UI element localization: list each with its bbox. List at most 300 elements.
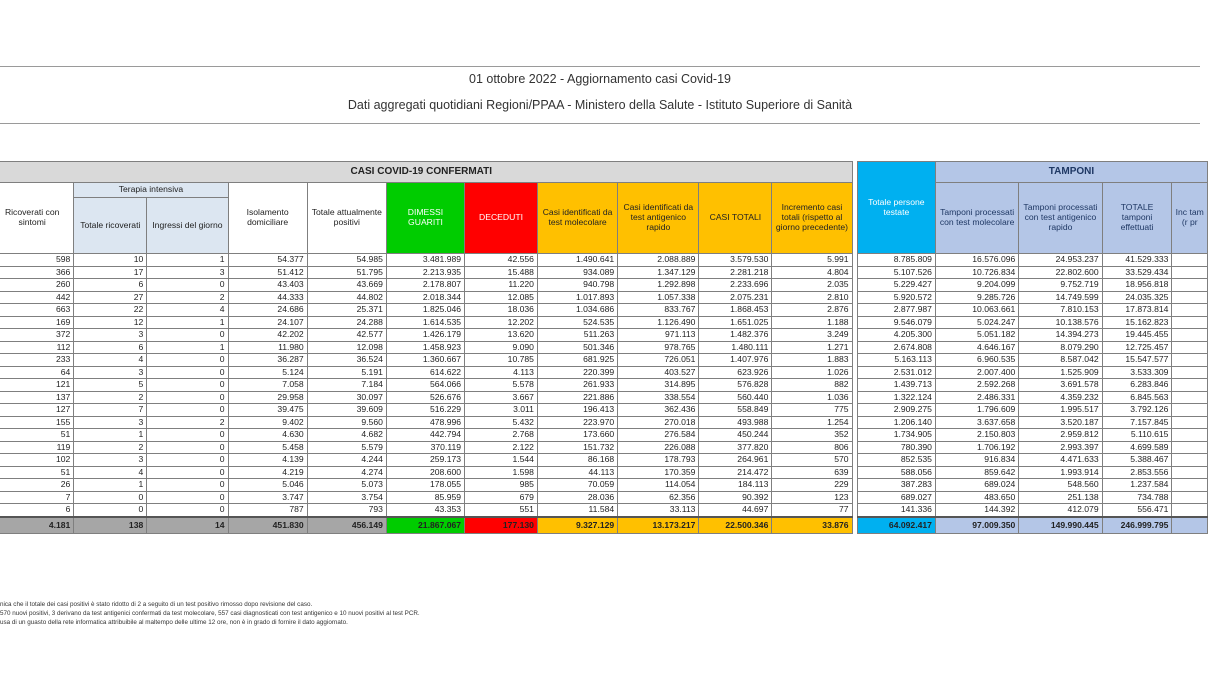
table-cell: 10.063.661	[935, 304, 1018, 317]
table-cell: 21.867.067	[386, 517, 464, 534]
table-cell: 138	[74, 517, 147, 534]
table-cell: 5.388.467	[1102, 454, 1172, 467]
banner-casi-confermati: CASI COVID-19 CONFERMATI	[0, 162, 852, 183]
table-cell: 0	[147, 441, 228, 454]
table-cell: 42.202	[228, 329, 307, 342]
table-row	[0, 341, 1208, 354]
table-cell: 36.287	[228, 354, 307, 367]
banner-tamponi: TAMPONI	[935, 162, 1207, 183]
table-cell: 223.970	[537, 416, 617, 429]
table-cell: 2.088.889	[618, 254, 699, 267]
table-cell: 4.471.633	[1019, 454, 1102, 467]
table-cell: 10.726.834	[935, 266, 1018, 279]
table-cell: 7.058	[228, 379, 307, 392]
table-cell: 0	[147, 404, 228, 417]
table-cell: 4.359.232	[1019, 391, 1102, 404]
table-cell: 2.122	[465, 441, 538, 454]
col-ti-totale: Totale ricoverati	[74, 198, 147, 254]
table-cell: 151.732	[537, 441, 617, 454]
table-row	[0, 304, 1208, 317]
table-cell: 14.749.599	[1019, 291, 1102, 304]
table-cell: 775	[772, 404, 852, 417]
table-cell: 7.157.845	[1102, 416, 1172, 429]
table-cell: 2.035	[772, 279, 852, 292]
table-cell: 806	[772, 441, 852, 454]
table-cell: 1.995.517	[1019, 404, 1102, 417]
table-cell: 1.706.192	[935, 441, 1018, 454]
table-cell: 1.883	[772, 354, 852, 367]
table-cell: 570	[772, 454, 852, 467]
table-cell: 679	[465, 491, 538, 504]
col-incremento-tamponi: Inc tam (r pr	[1172, 183, 1208, 254]
table-cell: 9.546.079	[857, 316, 935, 329]
col-totale-tamponi: TOTALE tamponi effettuati	[1102, 183, 1172, 254]
table-cell: 4.181	[0, 517, 74, 534]
table-cell: 412.079	[1019, 504, 1102, 517]
table-cell: 0	[147, 391, 228, 404]
table-cell: 7.184	[307, 379, 386, 392]
table-cell	[1172, 316, 1208, 329]
table-cell: 1.254	[772, 416, 852, 429]
table-cell: 261.933	[537, 379, 617, 392]
table-cell: 1.271	[772, 341, 852, 354]
col-incremento: Incremento casi totali (rispetto al giorno precedente)	[772, 183, 852, 254]
table-cell: 6.960.535	[935, 354, 1018, 367]
table-cell: 6	[0, 504, 74, 517]
table-cell: 260	[0, 279, 74, 292]
table-cell: 1.237.584	[1102, 479, 1172, 492]
table-cell: 0	[147, 279, 228, 292]
table-cell: 77	[772, 504, 852, 517]
table-cell: 3	[74, 329, 147, 342]
table-cell: 1.034.686	[537, 304, 617, 317]
col-casi-antigenico: Casi identificati da test antigenico rapido	[618, 183, 699, 254]
table-cell: 639	[772, 466, 852, 479]
table-cell: 9.752.719	[1019, 279, 1102, 292]
table-cell: 22.500.346	[699, 517, 772, 534]
table-cell: 859.642	[935, 466, 1018, 479]
table-cell: 934.089	[537, 266, 617, 279]
table-cell: 5.229.427	[857, 279, 935, 292]
table-cell: 560.440	[699, 391, 772, 404]
table-cell: 1.490.641	[537, 254, 617, 267]
table-cell: 102	[0, 454, 74, 467]
table-cell: 558.849	[699, 404, 772, 417]
table-cell: 3.481.989	[386, 254, 464, 267]
table-cell: 524.535	[537, 316, 617, 329]
table-cell: 352	[772, 429, 852, 442]
table-cell: 12.098	[307, 341, 386, 354]
table-cell: 3.691.578	[1019, 379, 1102, 392]
table-cell: 2.213.935	[386, 266, 464, 279]
table-cell: 2.993.397	[1019, 441, 1102, 454]
table-cell: 362.436	[618, 404, 699, 417]
table-cell: 501.346	[537, 341, 617, 354]
table-cell: 43.403	[228, 279, 307, 292]
table-cell: 44.333	[228, 291, 307, 304]
table-cell	[1172, 404, 1208, 417]
table-cell: 144.392	[935, 504, 1018, 517]
table-cell: 0	[147, 479, 228, 492]
table-cell: 5.991	[772, 254, 852, 267]
table-cell: 940.798	[537, 279, 617, 292]
table-cell: 44.113	[537, 466, 617, 479]
table-cell: 450.244	[699, 429, 772, 442]
table-cell: 123	[772, 491, 852, 504]
table-cell: 11.980	[228, 341, 307, 354]
table-cell: 4.205.300	[857, 329, 935, 342]
table-row	[0, 416, 1208, 429]
table-cell: 478.996	[386, 416, 464, 429]
col-persone-testate: Totale persone testate	[857, 162, 935, 254]
table-row	[0, 404, 1208, 417]
covid-table-region	[0, 161, 1204, 566]
table-cell: 1.439.713	[857, 379, 935, 392]
table-cell: 5.024.247	[935, 316, 1018, 329]
table-cell: 2.531.012	[857, 366, 935, 379]
col-attualmente-positivi: Totale attualmente positivi	[307, 183, 386, 254]
table-cell: 5.046	[228, 479, 307, 492]
table-cell: 178.055	[386, 479, 464, 492]
table-cell: 3.667	[465, 391, 538, 404]
table-cell: 1	[74, 479, 147, 492]
table-cell: 1.525.909	[1019, 366, 1102, 379]
table-cell: 576.828	[699, 379, 772, 392]
table-cell: 0	[147, 354, 228, 367]
table-cell	[1172, 254, 1208, 267]
table-cell: 1	[74, 429, 147, 442]
table-cell: 2.075.231	[699, 291, 772, 304]
table-cell: 5.073	[307, 479, 386, 492]
table-cell: 793	[307, 504, 386, 517]
table-cell: 598	[0, 254, 74, 267]
table-cell: 726.051	[618, 354, 699, 367]
table-cell: 33.529.434	[1102, 266, 1172, 279]
table-cell: 1.734.905	[857, 429, 935, 442]
table-cell: 141.336	[857, 504, 935, 517]
table-cell: 12.085	[465, 291, 538, 304]
table-row	[0, 291, 1208, 304]
table-cell: 178.793	[618, 454, 699, 467]
col-isolamento: Isolamento domiciliare	[228, 183, 307, 254]
table-cell	[1172, 291, 1208, 304]
table-cell: 1.322.124	[857, 391, 935, 404]
table-cell: 4.699.589	[1102, 441, 1172, 454]
table-cell: 1.598	[465, 466, 538, 479]
report-title: 01 ottobre 2022 - Aggiornamento casi Covid-19	[469, 72, 731, 86]
table-cell: 10	[74, 254, 147, 267]
table-cell: 556.471	[1102, 504, 1172, 517]
table-cell: 33.876	[772, 517, 852, 534]
table-cell: 44.802	[307, 291, 386, 304]
table-row	[0, 441, 1208, 454]
table-cell: 3.533.309	[1102, 366, 1172, 379]
table-cell: 7	[74, 404, 147, 417]
table-cell: 3	[147, 266, 228, 279]
table-cell: 663	[0, 304, 74, 317]
table-cell: 3.579.530	[699, 254, 772, 267]
table-cell: 6	[74, 279, 147, 292]
col-ti-ingressi: Ingressi del giorno	[147, 198, 228, 254]
table-cell: 0	[74, 504, 147, 517]
table-cell: 43.669	[307, 279, 386, 292]
table-cell: 387.283	[857, 479, 935, 492]
table-cell: 4.244	[307, 454, 386, 467]
table-cell: 229	[772, 479, 852, 492]
table-cell: 121	[0, 379, 74, 392]
table-cell: 169	[0, 316, 74, 329]
table-cell: 0	[147, 491, 228, 504]
table-cell: 2.007.400	[935, 366, 1018, 379]
table-cell	[1172, 454, 1208, 467]
table-cell: 90.392	[699, 491, 772, 504]
table-cell: 338.554	[618, 391, 699, 404]
table-cell: 39.475	[228, 404, 307, 417]
table-cell: 5.920.572	[857, 291, 935, 304]
table-cell: 689.024	[935, 479, 1018, 492]
table-cell: 372	[0, 329, 74, 342]
table-cell: 14	[147, 517, 228, 534]
table-cell: 442	[0, 291, 74, 304]
table-cell: 24.953.237	[1019, 254, 1102, 267]
table-row	[0, 504, 1208, 517]
table-cell: 511.263	[537, 329, 617, 342]
table-row	[0, 491, 1208, 504]
table-cell: 0	[147, 429, 228, 442]
table-cell: 5.191	[307, 366, 386, 379]
table-cell: 2.810	[772, 291, 852, 304]
table-cell: 1.458.923	[386, 341, 464, 354]
table-cell: 0	[74, 491, 147, 504]
table-cell: 27	[74, 291, 147, 304]
table-cell: 451.830	[228, 517, 307, 534]
table-cell: 366	[0, 266, 74, 279]
table-cell: 2.877.987	[857, 304, 935, 317]
table-row	[0, 329, 1208, 342]
table-cell: 1.026	[772, 366, 852, 379]
table-cell: 614.622	[386, 366, 464, 379]
table-cell	[1172, 329, 1208, 342]
table-cell	[1172, 354, 1208, 367]
table-cell: 0	[147, 366, 228, 379]
table-cell: 4	[74, 354, 147, 367]
table-cell: 7.810.153	[1019, 304, 1102, 317]
table-cell: 5.107.526	[857, 266, 935, 279]
table-cell: 170.359	[618, 466, 699, 479]
table-cell: 971.113	[618, 329, 699, 342]
col-ricoverati: Ricoverati con sintomi	[0, 183, 74, 254]
table-cell: 33.113	[618, 504, 699, 517]
table-cell: 6.845.563	[1102, 391, 1172, 404]
table-cell: 70.059	[537, 479, 617, 492]
group-terapia-intensiva: Terapia intensiva	[74, 183, 228, 198]
table-cell: 22.802.600	[1019, 266, 1102, 279]
table-cell: 24.686	[228, 304, 307, 317]
table-cell: 2.592.268	[935, 379, 1018, 392]
table-cell: 4.219	[228, 466, 307, 479]
table-cell: 15.547.577	[1102, 354, 1172, 367]
table-cell: 548.560	[1019, 479, 1102, 492]
table-cell: 15.488	[465, 266, 538, 279]
table-cell: 39.609	[307, 404, 386, 417]
table-cell: 5	[74, 379, 147, 392]
table-cell: 10.785	[465, 354, 538, 367]
table-row	[0, 391, 1208, 404]
table-cell: 17.873.814	[1102, 304, 1172, 317]
mid-rule	[0, 123, 1200, 124]
table-cell: 1.482.376	[699, 329, 772, 342]
covid-data-table	[0, 161, 1208, 534]
table-cell: 588.056	[857, 466, 935, 479]
table-cell	[1172, 441, 1208, 454]
table-row	[0, 316, 1208, 329]
table-cell: 2.909.275	[857, 404, 935, 417]
table-cell: 62.356	[618, 491, 699, 504]
table-cell: 64.092.417	[857, 517, 935, 534]
table-row	[0, 429, 1208, 442]
table-cell: 1.347.129	[618, 266, 699, 279]
table-cell: 6.283.846	[1102, 379, 1172, 392]
table-cell: 2	[74, 391, 147, 404]
table-cell: 9.090	[465, 341, 538, 354]
table-cell: 26	[0, 479, 74, 492]
table-cell	[1172, 416, 1208, 429]
table-cell: 1.614.535	[386, 316, 464, 329]
table-cell: 1.868.453	[699, 304, 772, 317]
table-cell: 564.066	[386, 379, 464, 392]
table-cell: 24.288	[307, 316, 386, 329]
table-cell: 4.804	[772, 266, 852, 279]
table-cell: 233	[0, 354, 74, 367]
table-cell: 11.220	[465, 279, 538, 292]
table-row	[0, 279, 1208, 292]
table-cell: 127	[0, 404, 74, 417]
table-cell: 1	[147, 316, 228, 329]
table-cell: 51	[0, 429, 74, 442]
table-row	[0, 266, 1208, 279]
table-cell: 5.110.615	[1102, 429, 1172, 442]
table-cell	[1172, 266, 1208, 279]
table-cell: 1	[147, 341, 228, 354]
table-cell: 1.426.179	[386, 329, 464, 342]
table-cell: 16.576.096	[935, 254, 1018, 267]
table-cell: 1.407.976	[699, 354, 772, 367]
table-cell: 5.163.113	[857, 354, 935, 367]
table-cell: 9.560	[307, 416, 386, 429]
table-cell: 4.139	[228, 454, 307, 467]
table-cell: 276.584	[618, 429, 699, 442]
table-cell: 516.229	[386, 404, 464, 417]
table-cell: 5.124	[228, 366, 307, 379]
table-cell: 264.961	[699, 454, 772, 467]
table-cell: 28.036	[537, 491, 617, 504]
table-cell: 51	[0, 466, 74, 479]
table-cell: 2.150.803	[935, 429, 1018, 442]
table-cell: 3.792.126	[1102, 404, 1172, 417]
table-cell: 114.054	[618, 479, 699, 492]
table-cell: 734.788	[1102, 491, 1172, 504]
table-cell: 220.399	[537, 366, 617, 379]
table-cell: 2	[147, 291, 228, 304]
table-cell: 1.188	[772, 316, 852, 329]
footnote-3: usa di un guasto della rete informatica attribuibile al maltempo delle ultime 12 ore, non è in grado di fornire il dato aggiornato.	[0, 619, 348, 627]
table-cell: 9.204.099	[935, 279, 1018, 292]
table-cell: 112	[0, 341, 74, 354]
table-cell: 119	[0, 441, 74, 454]
table-cell: 8.587.042	[1019, 354, 1102, 367]
table-cell	[1172, 479, 1208, 492]
table-cell: 2.768	[465, 429, 538, 442]
table-cell: 246.999.795	[1102, 517, 1172, 534]
table-cell	[1172, 379, 1208, 392]
table-cell: 259.173	[386, 454, 464, 467]
table-row	[0, 254, 1208, 267]
table-cell: 978.765	[618, 341, 699, 354]
table-cell: 916.834	[935, 454, 1018, 467]
table-cell: 1.017.893	[537, 291, 617, 304]
table-cell: 1.651.025	[699, 316, 772, 329]
table-cell: 13.620	[465, 329, 538, 342]
table-cell: 18.956.818	[1102, 279, 1172, 292]
table-cell: 44.697	[699, 504, 772, 517]
table-cell: 42.556	[465, 254, 538, 267]
table-cell: 36.524	[307, 354, 386, 367]
table-cell: 51.795	[307, 266, 386, 279]
table-body	[0, 254, 1208, 534]
col-tamponi-antigenico: Tamponi processati con test antigenico rapido	[1019, 183, 1102, 254]
table-cell: 1.480.111	[699, 341, 772, 354]
table-row	[0, 466, 1208, 479]
table-cell: 42.577	[307, 329, 386, 342]
table-cell: 1.036	[772, 391, 852, 404]
totals-row	[0, 517, 1208, 534]
table-row	[0, 454, 1208, 467]
table-cell: 3.520.187	[1019, 416, 1102, 429]
table-cell: 2.018.344	[386, 291, 464, 304]
table-cell: 5.578	[465, 379, 538, 392]
table-cell: 22	[74, 304, 147, 317]
table-cell: 2.853.556	[1102, 466, 1172, 479]
table-cell: 4.274	[307, 466, 386, 479]
table-cell: 24.035.325	[1102, 291, 1172, 304]
table-cell: 4.646.167	[935, 341, 1018, 354]
table-cell: 5.051.182	[935, 329, 1018, 342]
table-cell: 8.079.290	[1019, 341, 1102, 354]
table-cell: 9.285.726	[935, 291, 1018, 304]
table-cell: 3.011	[465, 404, 538, 417]
table-cell: 173.660	[537, 429, 617, 442]
table-cell: 14.394.273	[1019, 329, 1102, 342]
table-cell: 7	[0, 491, 74, 504]
table-cell: 4.113	[465, 366, 538, 379]
table-cell: 551	[465, 504, 538, 517]
table-cell: 1.825.046	[386, 304, 464, 317]
table-cell: 1.057.338	[618, 291, 699, 304]
table-cell: 6	[74, 341, 147, 354]
table-cell: 226.088	[618, 441, 699, 454]
table-cell: 12.725.457	[1102, 341, 1172, 354]
table-cell: 2.281.218	[699, 266, 772, 279]
footnote-2: 570 nuovi positivi, 3 derivano da test antigenici confermati da test molecolare, 557 casi diagnosticati con test antigenico e 10 nuovi positivi al test PCR.	[0, 610, 420, 618]
table-cell: 3.249	[772, 329, 852, 342]
table-cell	[1172, 466, 1208, 479]
table-row	[0, 366, 1208, 379]
table-cell: 882	[772, 379, 852, 392]
table-cell: 10.138.576	[1019, 316, 1102, 329]
table-cell: 19.445.455	[1102, 329, 1172, 342]
table-cell	[1172, 504, 1208, 517]
table-cell: 2	[147, 416, 228, 429]
